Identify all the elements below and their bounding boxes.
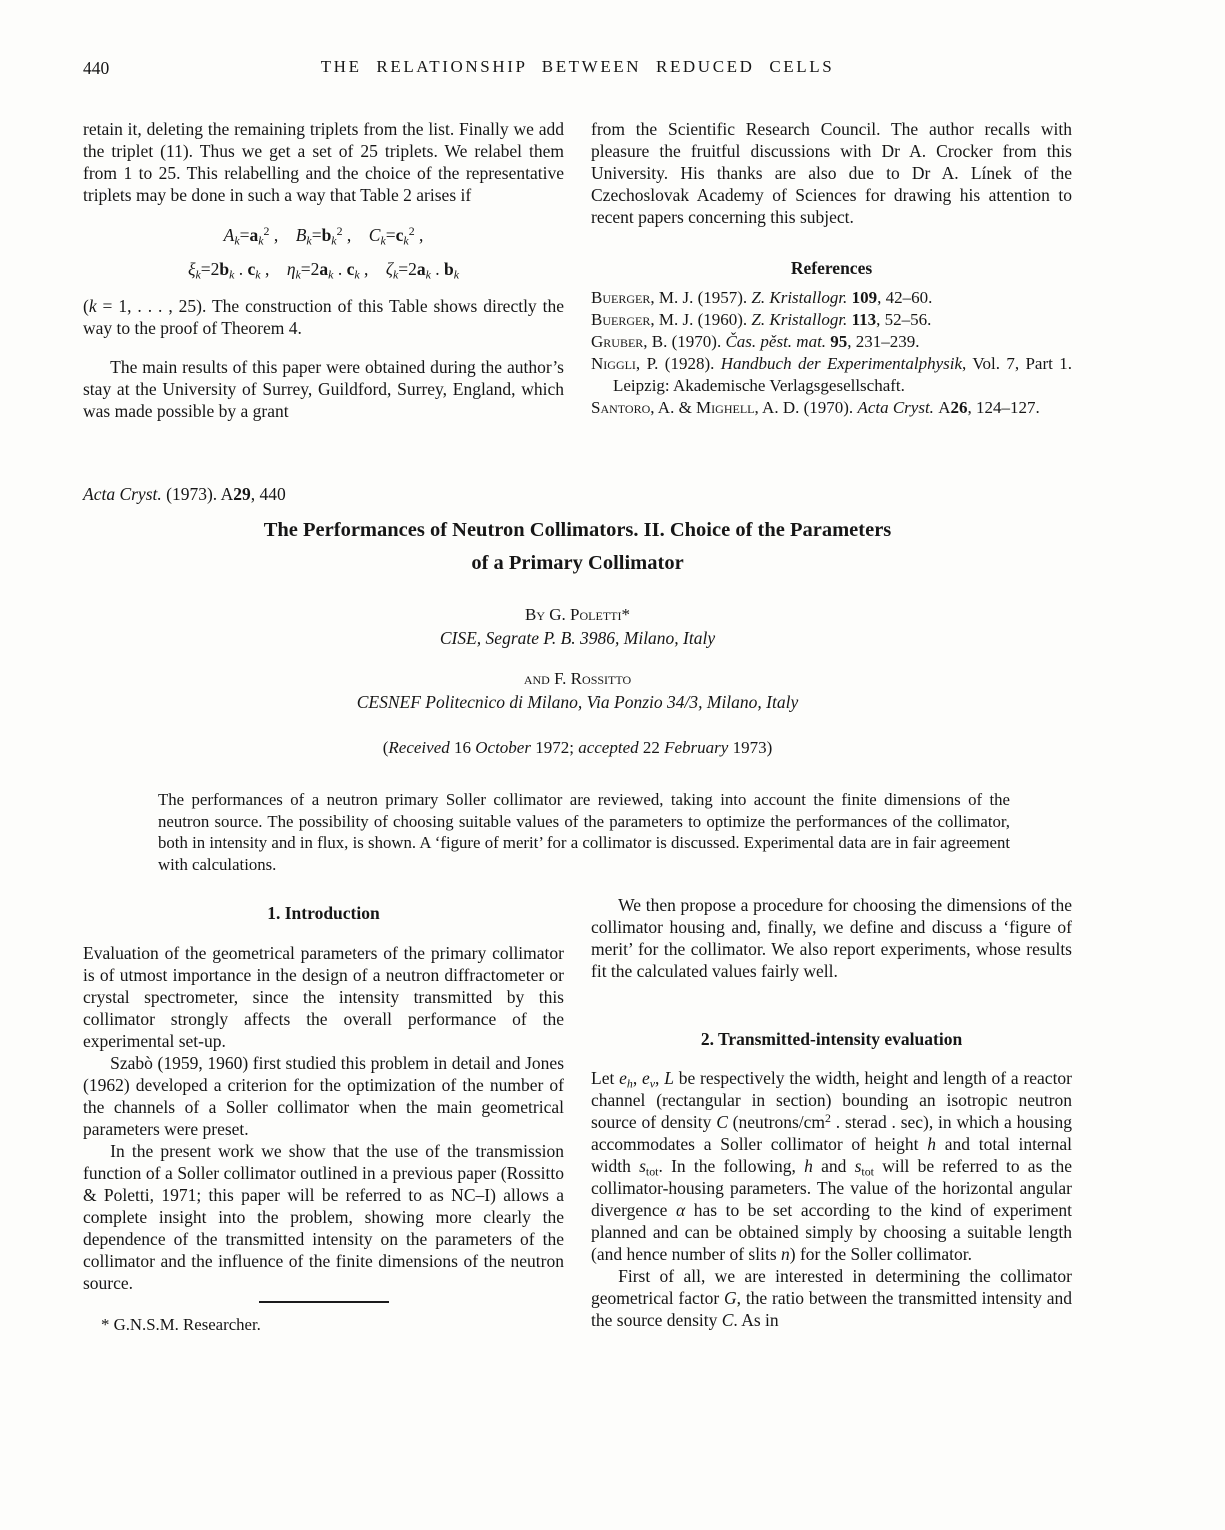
prev-right-column (591, 118, 1072, 422)
received-accepted-line: (Received 16 October 1972; accepted 22 February 1973) (382, 738, 773, 757)
author-byline-1: By G. Poletti* (525, 605, 630, 624)
paragraph: In the present work we show that the use of the transmission function of a Soller collimator outlined in a previous paper (Rossitto & Poletti, 1971; this paper will be referred to as NC–I) allows a complete insight into the problem, showing more clearly the dependence of the transmitted intensity on the parameters of the collimator and the influence of the finite dimensions of the neutron source. (83, 1141, 564, 1293)
section-2-heading: 2. Transmitted-intensity evaluation (700, 1029, 963, 1049)
reference-item: Buerger, M. J. (1960). Z. Kristallogr. 113, 52–56. (591, 310, 932, 329)
previous-article-end (83, 118, 1072, 422)
prev-left-column (83, 118, 564, 422)
footnote-rule (259, 1301, 389, 1303)
author-affiliation-1: CISE, Segrate P. B. 3986, Milano, Italy (439, 628, 716, 648)
paragraph: The main results of this paper were obtained during the author’s stay at the University of Surrey, Guildford, Surrey, England, which was made possible by a grant (83, 357, 564, 421)
author-byline-2: and F. Rossitto (523, 669, 632, 688)
author-affiliation-2: CESNEF Politecnico di Milano, Via Ponzio 34/3, Milano, Italy (356, 692, 799, 712)
paragraph: from the Scientific Research Council. The author recalls with pleasure the fruitful discussions with Dr A. Crocker from this University. His thanks are also due to Dr A. Línek of the Czechoslovak Academy of Sciences for drawing his attention to recent papers concerning this subject. (591, 119, 1072, 227)
paragraph: First of all, we are interested in determining the collimator geometrical factor G, the ratio between the transmitted intensity and the source density C. As in (591, 1266, 1072, 1330)
paragraph: retain it, deleting the remaining triplets from the list. Finally we add the triplet (11). Thus we get a set of 25 triplets. We relabel them from 1 to 25. This relabelling and the choice of the representative triplets may be done in such a way that Table 2 arises if (83, 119, 564, 205)
reference-item: Gruber, B. (1970). Čas. pěst. mat. 95, 231–239. (591, 332, 920, 351)
reference-item: Buerger, M. J. (1957). Z. Kristallogr. 109, 42–60. (591, 288, 933, 307)
abstract: The performances of a neutron primary Soller collimator are reviewed, taking into account the finite dimensions of the neutron source. The possibility of choosing suitable values of the parameters to optimize the performances of the collimator, both in intensity and in flux, is shown. A ‘figure of merit’ for a collimator is discussed. Experimental data are in fair agreement with calculations. (158, 790, 1010, 874)
article-title-line-2: of a Primary Collimator (471, 552, 684, 574)
page-header (83, 57, 1072, 79)
body-left-column (83, 894, 564, 1335)
equation-line-1: $A_k=a_k^2$ , $B_k=b_k^2$ , $C_k=c_k^2$ , (223, 224, 424, 248)
references-heading: References (790, 258, 873, 278)
footnote-text: * G.N.S.M. Researcher. (101, 1315, 261, 1334)
paragraph: (k = 1, . . . , 25). The construction of this Table shows directly the way to the proof of Theorem 4. (83, 296, 564, 338)
footnote (83, 1301, 564, 1335)
page-number: 440 (83, 58, 110, 78)
section-1-heading: 1. Introduction (267, 903, 380, 923)
article-header (83, 484, 1072, 875)
paragraph: Evaluation of the geometrical parameters of the primary collimator is of utmost importance in the design of a neutron diffractometer or crystal spectrometer, since the intensity transmitted by this collimator strongly affects the overall performance of the experimental set-up. (83, 943, 564, 1051)
paragraph: Szabò (1959, 1960) first studied this problem in detail and Jones (1962) developed a criterion for the optimization of the number of the channels of a Soller collimator when the main geometrical parameters were preset. (83, 1053, 564, 1139)
running-title: THE RELATIONSHIP BETWEEN REDUCED CELLS (320, 57, 835, 76)
paragraph: Let $e_h$, $e_v$, L be respectively the width, height and length of a reactor channel (rectangular in section) bounding an isotropic neutron source of density C ($neutrons/cm^2$ . sterad . sec), in which a housing accommodates a Soller collimator of height h and total internal width $s_{tot}$. In the following, h and $s_{tot}$ will be referred to as the collimator-housing parameters. The value of the horizontal angular divergence α has to be set according to the kind of experiment planned and can be obtained simply by choosing a suitable length (and hence number of slits n) for the Soller collimator. (591, 1068, 1073, 1264)
article-citation: Acta Cryst. (1973). A29, 440 (83, 484, 286, 504)
equation-line-2: $\xi_k=2b_k$ . $c_k$ , $\eta_k=2a_k$ . $c_k$ , $\zeta_k=2a_k$ . $b_k$ (187, 259, 460, 282)
paragraph: We then propose a procedure for choosing the dimensions of the collimator housing and, finally, we define and discuss a ‘figure of merit’ for the collimator. We also report experiments, whose results fit the calculated values fairly well. (591, 895, 1072, 981)
article-title-line-1: The Performances of Neutron Collimators. II. Choice of the Parameters (263, 519, 892, 541)
body-right-column (591, 894, 1072, 1335)
reference-item: Santoro, A. & Mighell, A. D. (1970). Acta Cryst. A26, 124–127. (591, 398, 1040, 417)
reference-item: Niggli, P. (1928). Handbuch der Experimentalphysik, Vol. 7, Part 1. Leipzig: Akademische Verlagsgesellschaft. (591, 354, 1072, 395)
article-body (83, 894, 1072, 1335)
